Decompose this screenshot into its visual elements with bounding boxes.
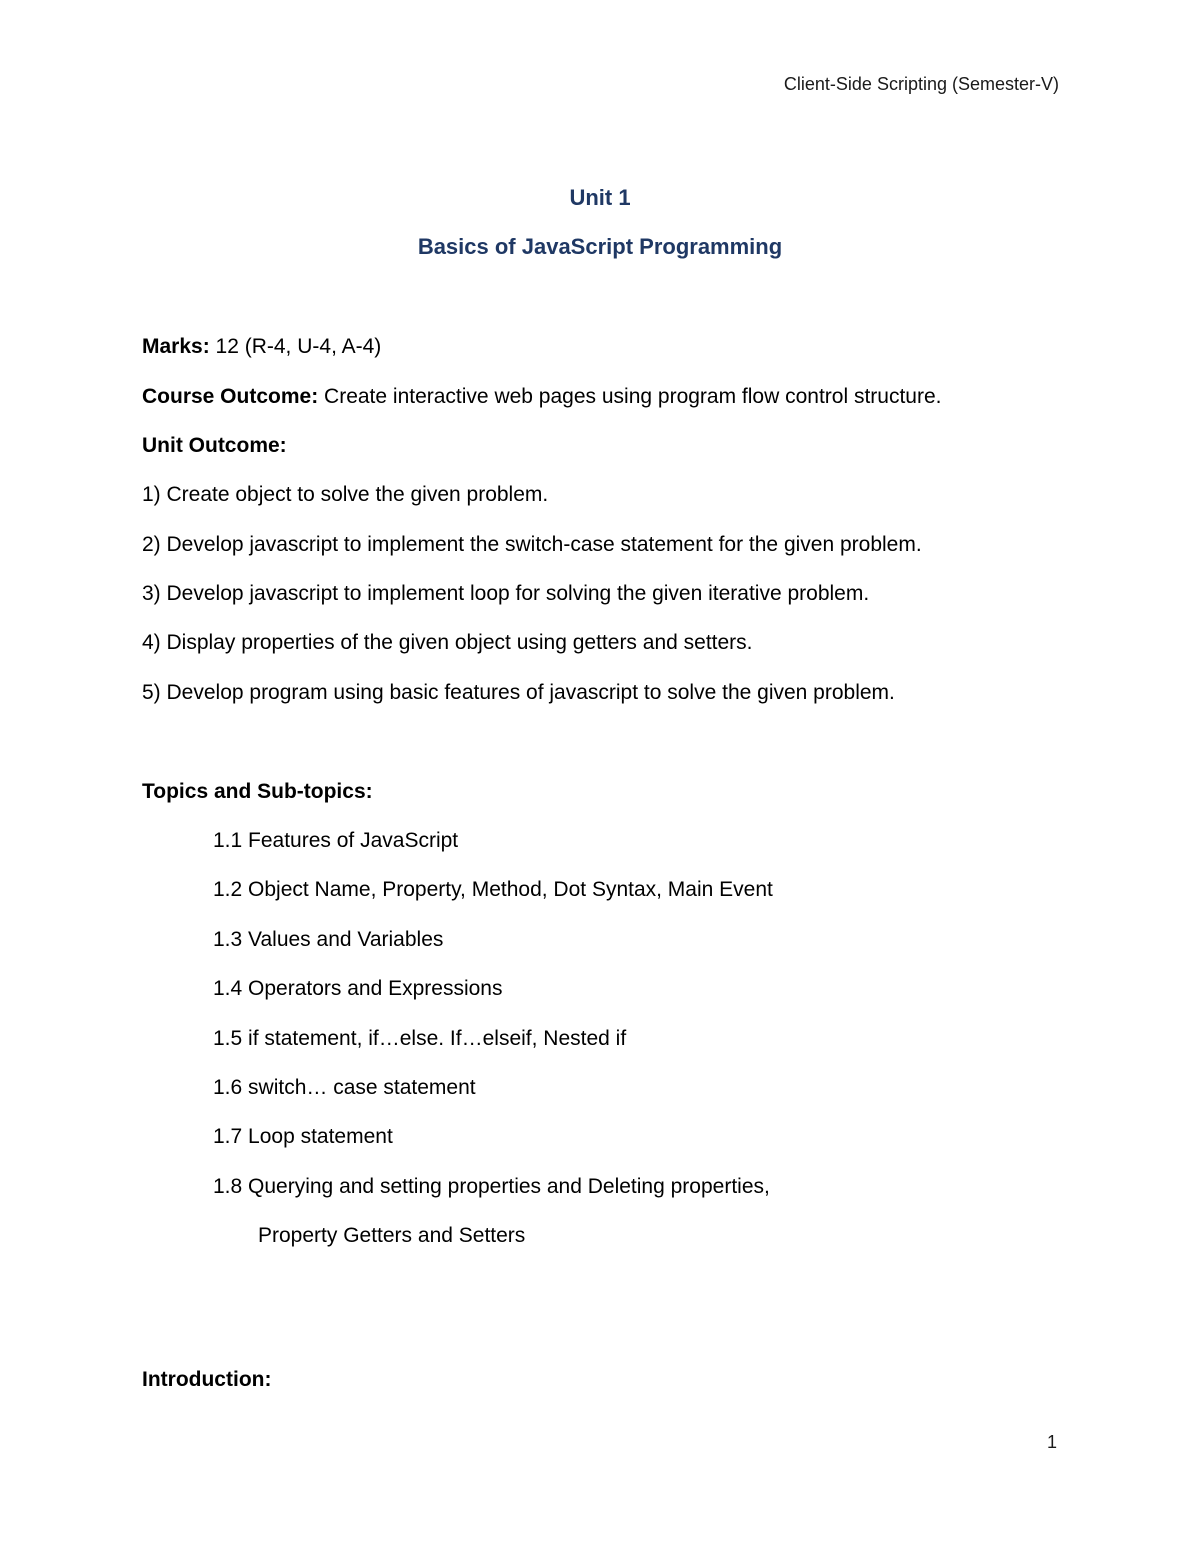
unit-outcome-item: 3) Develop javascript to implement loop for solving the given iterative problem. [142,582,870,605]
topic-item: 1.3 Values and Variables [213,928,444,951]
page-number: 1 [1046,1432,1057,1452]
running-header: Client-Side Scripting (Semester-V) [783,74,1059,94]
unit-outcome-label: Unit Outcome: [142,434,287,457]
introduction-label: Introduction: [142,1368,272,1391]
course-outcome-value: Create interactive web pages using program flow control structure. [318,385,942,408]
topic-item: 1.6 switch… case statement [213,1076,476,1099]
unit-outcome-item: 1) Create object to solve the given problem. [142,483,549,506]
unit-outcome-item: 2) Develop javascript to implement the switch-case statement for the given problem. [142,533,922,556]
unit-number: Unit 1 [569,185,631,210]
topics-heading [142,778,373,806]
marks-label: Marks: [142,335,210,358]
topic-item: 1.5 if statement, if…else. If…elseif, Nested if [213,1027,627,1050]
unit-outcome-heading [142,432,287,460]
marks-line [142,333,381,361]
unit-outcome-item: 4) Display properties of the given object using getters and setters. [142,631,753,654]
course-outcome-line [142,383,942,411]
topics-label: Topics and Sub-topics: [142,780,373,803]
marks-value: 12 (R-4, U-4, A-4) [209,335,382,358]
topic-item: 1.2 Object Name, Property, Method, Dot Syntax, Main Event [213,878,773,901]
topic-item-continuation: Property Getters and Setters [258,1224,526,1247]
unit-title: Basics of JavaScript Programming [417,234,783,259]
topic-item: 1.4 Operators and Expressions [213,977,503,1000]
unit-outcome-item: 5) Develop program using basic features of javascript to solve the given problem. [142,681,895,704]
course-outcome-label: Course Outcome: [142,385,319,408]
topic-item: 1.8 Querying and setting properties and Deleting properties, [213,1175,770,1198]
topic-item: 1.1 Features of JavaScript [213,829,459,852]
topic-item: 1.7 Loop statement [213,1125,393,1148]
introduction-heading [142,1366,271,1394]
